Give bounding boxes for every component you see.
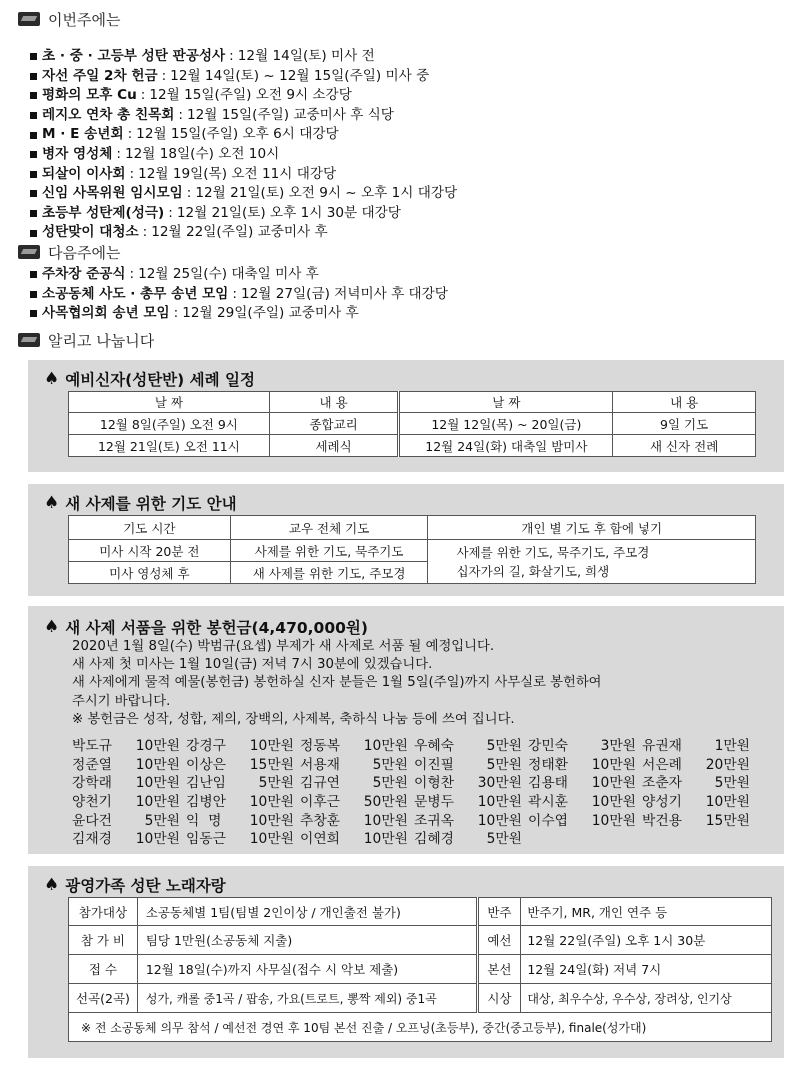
event-detail: 12월 14일(토) 미사 전 [237, 48, 375, 64]
event-detail: 12월 15일(주일) 오전 9시 소강당 [149, 87, 352, 104]
row-value: 소공동체별 1팀(팀별 2인이상 / 개인출전 불가) [137, 898, 477, 926]
donor-row [72, 828, 756, 847]
square-bullet-icon [30, 230, 37, 237]
donor-amount: 10만원 [705, 794, 750, 811]
donor-entry [72, 827, 186, 847]
event-detail: 12월 29일(주일) 교중미사 후 [182, 305, 359, 322]
row-label: 반주 [477, 898, 521, 926]
donor-entry [186, 790, 300, 810]
donor-name: 조귀옥 [414, 812, 454, 829]
donor-name: 서용재 [300, 756, 340, 773]
donor-amount: 15만원 [249, 756, 294, 773]
donor-name: 이형찬 [414, 775, 454, 792]
square-bullet-icon [30, 190, 37, 197]
donor-name: 김혜경 [414, 831, 454, 848]
event-detail: 12월 15일(주일) 교중미사 후 식당 [186, 106, 394, 123]
song-contest-title: 광영가족 성탄 노래자랑 [65, 877, 226, 895]
donor-amount: 5만원 [486, 738, 522, 755]
donation-description [72, 638, 602, 729]
donor-amount: 10만원 [249, 831, 294, 848]
donor-entry [528, 734, 642, 754]
row-label: 참 가 비 [69, 926, 138, 955]
header-content: 내 용 [269, 392, 399, 413]
event-title: 초등부 성탄제(성극) [42, 204, 165, 221]
donor-entry [642, 734, 756, 754]
event-title: 신임 사목위원 임시모임 [42, 185, 183, 202]
square-bullet-icon [30, 112, 37, 119]
donor-name: 박도규 [72, 738, 112, 755]
prayer-guide-box [28, 484, 784, 596]
event-item [30, 184, 457, 204]
donor-entry [186, 753, 300, 773]
prayer-guide-title: 새 사제를 위한 기도 안내 [65, 495, 237, 513]
donor-entry [414, 809, 528, 829]
event-separator: : [229, 48, 234, 64]
section-marker-icon [18, 12, 40, 26]
donor-entry [186, 809, 300, 829]
event-item [30, 223, 457, 243]
donor-amount: 10만원 [591, 812, 636, 829]
personal-prayer-cell [428, 540, 756, 584]
spade-icon: ♠ [44, 493, 60, 513]
donor-amount: 5만원 [486, 756, 522, 773]
donor-entry [300, 809, 414, 829]
header-personal-prayer: 개인 별 기도 후 함에 넣기 [428, 516, 756, 540]
table-cell: 9일 기도 [613, 413, 756, 435]
donor-row [72, 809, 756, 828]
event-title: 평화의 모후 Cu [42, 87, 137, 104]
donor-entry [642, 771, 756, 791]
donor-entry [414, 753, 528, 773]
donor-entry [72, 790, 186, 810]
event-item [30, 106, 457, 126]
donor-entry [186, 827, 300, 847]
table-cell: 종합교리 [269, 413, 399, 435]
event-separator: : [173, 305, 179, 322]
donor-entry [72, 809, 186, 829]
donor-amount: 10만원 [591, 794, 636, 811]
event-separator: : [129, 165, 135, 182]
baptism-schedule-table [68, 391, 756, 457]
donor-entry [528, 809, 642, 829]
donor-name: 정준열 [72, 756, 112, 773]
baptism-schedule-box [28, 360, 784, 472]
donor-amount: 15만원 [705, 812, 750, 829]
contest-note: ※ 전 소공동체 의무 참석 / 예선전 경연 후 10팀 본선 진출 / 오프닝(초등부), 중간(중고등부), finale(성가대) [69, 1013, 772, 1042]
table-cell: 새 신자 전례 [613, 435, 756, 457]
donor-name: 이수엽 [528, 812, 568, 829]
box-title [44, 492, 237, 514]
this-week-event-list [30, 47, 457, 243]
event-separator: : [178, 106, 183, 123]
row-value: 성가, 캐롤 중1곡 / 팝송, 가요(트로트, 뽕짝 제외) 중1곡 [137, 984, 477, 1013]
square-bullet-icon [30, 53, 37, 60]
donor-amount: 10만원 [135, 794, 180, 811]
event-item [30, 265, 448, 285]
donor-name: 우혜숙 [414, 738, 454, 755]
section-header-next-week [18, 241, 120, 263]
section-title: 다음주에는 [48, 243, 121, 262]
square-bullet-icon [30, 132, 37, 139]
box-title [44, 874, 226, 896]
donation-note: ※ 봉헌금은 성작, 성합, 제의, 장백의, 사제복, 축하식 나눔 등에 쓰여 집니다. [72, 711, 515, 727]
donor-entry [528, 771, 642, 791]
donor-name: 이후근 [300, 794, 340, 811]
donor-entry [414, 790, 528, 810]
donor-name: 조춘자 [642, 775, 682, 792]
donor-amount: 5만원 [144, 812, 180, 829]
table-cell: 새 사제를 위한 기도, 주모경 [230, 562, 428, 584]
donor-name: 양성기 [642, 794, 682, 811]
donor-amount: 10만원 [249, 738, 294, 755]
donor-amount: 10만원 [477, 812, 522, 829]
donor-amount: 10만원 [363, 738, 408, 755]
donation-line: 2020년 1월 8일(수) 박범규(요셉) 부제가 새 사제로 서품 될 예정입니다. [72, 639, 495, 654]
donation-line: 새 사제 첫 미사는 1월 10일(금) 저녁 7시 30분에 있겠습니다. [72, 657, 433, 673]
table-cell: 세례식 [269, 435, 399, 457]
row-value: 12월 24일(화) 저녁 7시 [521, 955, 772, 984]
donor-amount: 10만원 [591, 756, 636, 773]
donor-name: 김난임 [186, 775, 226, 792]
table-cell: 12월 8일(주일) 오전 9시 [69, 413, 270, 435]
event-item [30, 145, 457, 165]
donor-amount: 10만원 [135, 831, 180, 848]
event-item [30, 67, 457, 87]
square-bullet-icon [30, 291, 37, 298]
event-item [30, 47, 457, 67]
spade-icon: ♠ [44, 875, 60, 895]
event-detail: 12월 19일(목) 오전 11시 대강당 [138, 165, 337, 182]
event-title: 주차장 준공식 [42, 266, 126, 282]
table-cell: 미사 시작 20분 전 [69, 540, 231, 562]
donor-amount: 1만원 [714, 738, 750, 755]
section-title: 알리고 나눕니다 [48, 331, 155, 350]
row-value: 반주기, MR, 개인 연주 등 [521, 898, 772, 926]
square-bullet-icon [30, 73, 37, 80]
event-detail: 12월 27일(금) 저녁미사 후 대강당 [241, 285, 448, 302]
row-label: 예선 [477, 926, 521, 955]
donor-amount: 10만원 [249, 794, 294, 811]
donor-entry [72, 734, 186, 754]
donor-entry [414, 734, 528, 754]
square-bullet-icon [30, 310, 37, 317]
donor-name: 박건용 [642, 812, 682, 829]
donor-amount: 10만원 [591, 775, 636, 792]
event-separator: : [232, 285, 237, 302]
spade-icon: ♠ [44, 617, 60, 637]
donor-name: 김병안 [186, 794, 226, 811]
table-cell: 사제를 위한 기도, 묵주기도 [230, 540, 428, 562]
donor-name: 서은례 [642, 756, 682, 773]
donor-entry [300, 790, 414, 810]
prayer-guide-table [68, 515, 756, 584]
event-title: 되살이 이사회 [42, 165, 126, 182]
row-label: 선곡(2곡) [69, 984, 138, 1013]
donor-amount: 5만원 [486, 831, 522, 848]
donor-amount: 10만원 [135, 756, 180, 773]
event-title: M · E 송년회 [42, 126, 124, 143]
row-label: 접 수 [69, 955, 138, 984]
event-title: 레지오 연차 총 친목회 [42, 106, 175, 123]
event-title: 초 · 중 · 고등부 성탄 판공성사 [42, 48, 226, 64]
baptism-schedule-title: 예비신자(성탄반) 세례 일정 [65, 371, 255, 389]
donor-entry [300, 734, 414, 754]
donor-amount: 10만원 [135, 775, 180, 792]
donor-row [72, 772, 756, 791]
header-date: 날 짜 [69, 392, 270, 413]
event-item [30, 204, 457, 224]
donor-entry [72, 753, 186, 773]
donor-list [72, 735, 756, 847]
section-header-notices [18, 329, 154, 351]
event-detail: 12월 21일(토) 오전 9시 ~ 오후 1시 대강당 [195, 185, 458, 202]
donor-name: 정동복 [300, 738, 340, 755]
row-label: 시상 [477, 984, 521, 1013]
donor-entry [414, 827, 528, 847]
donor-name: 임동근 [186, 831, 226, 848]
section-header-this-week [18, 8, 120, 30]
donor-amount: 10만원 [477, 794, 522, 811]
square-bullet-icon [30, 171, 37, 178]
donor-entry [300, 771, 414, 791]
box-title [44, 616, 368, 638]
section-marker-icon [18, 245, 40, 259]
table-cell: 12월 24일(화) 대축일 밤미사 [399, 435, 613, 457]
table-cell: 12월 21일(토) 오전 11시 [69, 435, 270, 457]
donation-line: 새 사제에게 물적 예물(봉헌금) 봉헌하실 신자 분들은 1월 5일(주일)까지 사무실로 봉헌하여 [72, 675, 602, 691]
event-detail: 12월 25일(수) 대축일 미사 후 [138, 266, 319, 282]
donor-amount: 10만원 [135, 738, 180, 755]
row-value: 팀당 1만원(소공동체 지출) [137, 926, 477, 955]
event-separator: : [168, 204, 173, 221]
event-detail: 12월 21일(토) 오후 1시 30분 대강당 [176, 204, 401, 221]
donor-amount: 5만원 [372, 775, 408, 792]
event-separator: : [142, 224, 148, 241]
square-bullet-icon [30, 210, 37, 217]
donor-name: 유권재 [642, 738, 682, 755]
donor-name: 강학래 [72, 775, 112, 792]
box-title [44, 368, 255, 390]
next-week-event-list [30, 265, 448, 324]
donor-row [72, 791, 756, 810]
donor-name: 이진필 [414, 756, 454, 773]
header-prayer-time: 기도 시간 [69, 516, 231, 540]
donor-name: 김용태 [528, 775, 568, 792]
event-item [30, 285, 448, 305]
table-cell: 미사 영성체 후 [69, 562, 231, 584]
donor-amount: 5만원 [372, 756, 408, 773]
donor-amount: 5만원 [258, 775, 294, 792]
row-value: 12월 22일(주일) 오후 1시 30분 [521, 926, 772, 955]
donor-amount: 3만원 [600, 738, 636, 755]
event-separator: : [161, 67, 167, 84]
donor-name: 문병두 [414, 794, 454, 811]
donor-name: 윤다건 [72, 812, 112, 829]
donor-amount: 10만원 [363, 812, 408, 829]
personal-prayer-line: 십자가의 길, 화살기도, 희생 [456, 563, 610, 579]
donor-entry [300, 753, 414, 773]
donor-entry [414, 771, 528, 791]
donor-name: 익 명 [186, 812, 222, 829]
donor-name: 강경구 [186, 738, 226, 755]
event-title: 사목협의회 송년 모임 [42, 305, 170, 322]
header-content: 내 용 [613, 392, 756, 413]
donor-name: 양천기 [72, 794, 112, 811]
donor-name: 정태환 [528, 756, 568, 773]
header-date: 날 짜 [399, 392, 613, 413]
event-separator: : [186, 185, 192, 202]
event-title: 자선 주일 2차 헌금 [42, 67, 158, 84]
donor-entry [642, 790, 756, 810]
donor-entry [642, 753, 756, 773]
row-label: 본선 [477, 955, 521, 984]
event-item [30, 165, 457, 185]
event-title: 소공동체 사도 · 총무 송년 모임 [42, 285, 229, 302]
row-label: 참가대상 [69, 898, 138, 926]
event-title: 성탄맞이 대청소 [42, 224, 139, 241]
donor-entry [300, 827, 414, 847]
donor-amount: 50만원 [363, 794, 408, 811]
row-value: 12월 18일(수)까지 사무실(접수 시 악보 제출) [137, 955, 477, 984]
donor-amount: 20만원 [705, 756, 750, 773]
donor-amount: 10만원 [249, 812, 294, 829]
event-separator: : [116, 145, 121, 162]
event-item [30, 86, 457, 106]
square-bullet-icon [30, 271, 37, 278]
event-separator: : [129, 266, 135, 282]
donor-amount: 5만원 [714, 775, 750, 792]
donor-name: 김재경 [72, 831, 112, 848]
spade-icon: ♠ [44, 369, 60, 389]
event-detail: 12월 18일(수) 오전 10시 [124, 145, 280, 162]
donor-name: 추창훈 [300, 812, 340, 829]
song-contest-table [68, 897, 772, 1042]
square-bullet-icon [30, 92, 37, 99]
donor-name: 김규연 [300, 775, 340, 792]
donor-entry [186, 771, 300, 791]
donor-name: 이상은 [186, 756, 226, 773]
section-title: 이번주에는 [48, 10, 121, 29]
event-separator: : [140, 87, 146, 104]
row-value: 대상, 최우수상, 우수상, 장려상, 인기상 [521, 984, 772, 1013]
donor-entry [528, 753, 642, 773]
event-title: 병자 영성체 [42, 145, 113, 162]
event-detail: 12월 22일(주일) 교중미사 후 [151, 224, 328, 241]
donor-amount: 30만원 [477, 775, 522, 792]
event-item [30, 304, 448, 324]
table-cell: 12월 12일(목) ~ 20일(금) [399, 413, 613, 435]
donor-entry [642, 809, 756, 829]
donation-line: 주시기 바랍니다. [72, 693, 171, 709]
donor-entry [72, 771, 186, 791]
event-detail: 12월 15일(주일) 오후 6시 대강당 [136, 126, 339, 143]
donor-entry [528, 790, 642, 810]
donor-name: 강민숙 [528, 738, 568, 755]
donor-row [72, 735, 756, 754]
donor-amount: 10만원 [363, 831, 408, 848]
event-item [30, 125, 457, 145]
donor-entry [186, 734, 300, 754]
song-contest-box [28, 866, 784, 1058]
donor-name: 이연희 [300, 831, 340, 848]
donor-row [72, 754, 756, 773]
square-bullet-icon [30, 151, 37, 158]
personal-prayer-line: 사제를 위한 기도, 묵주기도, 주모경 [456, 544, 650, 560]
event-separator: : [127, 126, 133, 143]
section-marker-icon [18, 333, 40, 347]
event-detail: 12월 14일(토) ~ 12월 15일(주일) 미사 중 [170, 67, 430, 84]
donor-name: 곽시훈 [528, 794, 568, 811]
header-all-prayer: 교우 전체 기도 [230, 516, 428, 540]
donation-title: 새 사제 서품을 위한 봉헌금(4,470,000원) [65, 619, 368, 637]
